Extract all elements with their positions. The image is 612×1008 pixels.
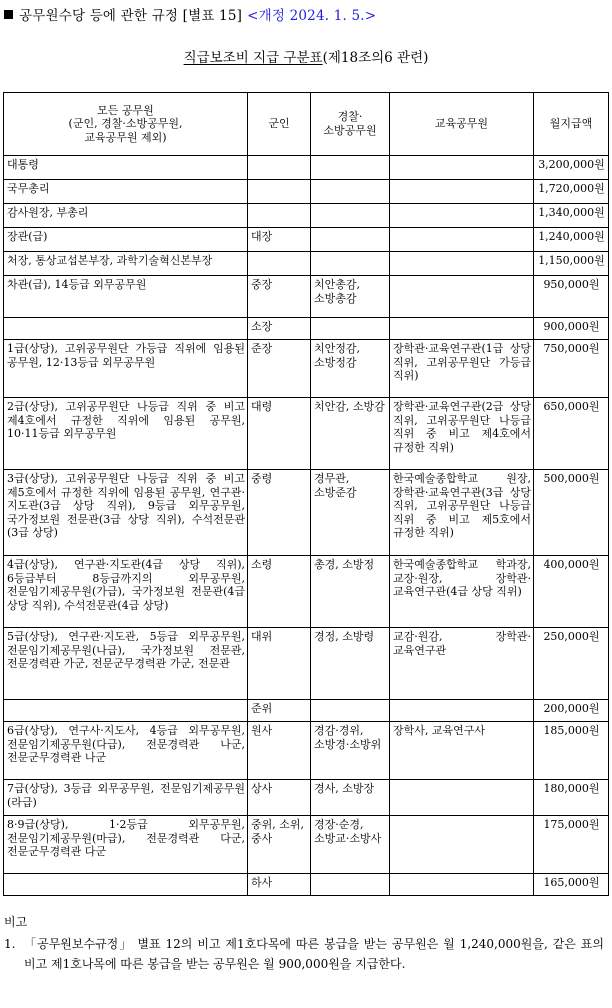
cell-all-officials (4, 700, 248, 722)
cell-police-fire: 경정, 소방령 (311, 628, 390, 700)
pay-table (3, 92, 609, 896)
table-row (4, 180, 609, 204)
column-header-police-fire (311, 93, 390, 156)
revision-note: <개정 2024. 1. 5.> (247, 8, 377, 24)
table-row (4, 470, 609, 556)
cell-education (390, 874, 534, 896)
cell-all-officials: 2급(상당), 고위공무원단 나등급 직위 중 비고 제4호에서 규정한 직위에 임용된 공무원, 10·11등급 외무공무원 (4, 398, 248, 470)
column-header-all-officials-line3: 교육공무원 제외) (84, 130, 167, 144)
cell-military: 준장 (248, 340, 311, 398)
table-row (4, 722, 609, 780)
page-title (0, 48, 612, 68)
column-header-police-fire-line1: 경찰· (337, 110, 363, 124)
cell-education: 한국예술종합학교 원장, 장학관·교육연구관(3급 상당 직위, 고위공무원단 나등급 직위 중 비고 제5호에서 규정한 직위) (390, 470, 534, 556)
pay-table-container (3, 92, 608, 896)
page-title-main: 직급보조비 지급 구분표 (183, 50, 323, 66)
cell-military (248, 204, 311, 228)
table-row (4, 276, 609, 318)
cell-police-fire: 총경, 소방정 (311, 556, 390, 628)
cell-education (390, 180, 534, 204)
column-header-education (390, 93, 534, 156)
table-row (4, 156, 609, 180)
cell-military: 소령 (248, 556, 311, 628)
cell-amount: 185,000원 (534, 722, 609, 780)
cell-military: 준위 (248, 700, 311, 722)
cell-education (390, 700, 534, 722)
column-header-military-line1: 군인 (268, 117, 290, 131)
cell-all-officials: 4급(상당), 연구관·지도관(4급 상당 직위), 6등급부터 8등급까지의 외무공무원, 전문임기제공무원(가급), 국가정보원 전문관(4급 상당 직위), 수석전문관(4급 상당) (4, 556, 248, 628)
table-row (4, 816, 609, 874)
cell-police-fire (311, 700, 390, 722)
cell-education (390, 816, 534, 874)
pay-table-body (4, 156, 609, 896)
cell-all-officials: 6급(상당), 연구사·지도사, 4등급 외무공무원, 전문임기제공무원(다급), 전문경력관 나군, 전문군무경력관 나군 (4, 722, 248, 780)
cell-amount: 1,150,000원 (534, 252, 609, 276)
regulation-title: 공무원수당 등에 관한 규정 [별표 15] (19, 8, 243, 24)
cell-education: 장학관·교육연구관(1급 상당 직위, 고위공무원단 가등급 직위) (390, 340, 534, 398)
cell-military: 중령 (248, 470, 311, 556)
table-row (4, 556, 609, 628)
cell-military: 중위, 소위, 중사 (248, 816, 311, 874)
pay-table-header (4, 93, 609, 156)
cell-education (390, 318, 534, 340)
column-header-all-officials (4, 93, 248, 156)
cell-all-officials: 5급(상당), 연구관·지도관, 5등급 외무공무원, 전문임기제공무원(나급), 국가정보원 전문관, 전문경력관 가군, 전문군무경력관 가군, 전문관 (4, 628, 248, 700)
cell-military (248, 180, 311, 204)
cell-amount: 1,340,000원 (534, 204, 609, 228)
cell-police-fire (311, 180, 390, 204)
cell-education: 장학관·교육연구관(2급 상당 직위, 고위공무원단 나등급 직위 중 비고 제4호에서 규정한 직위) (390, 398, 534, 470)
cell-all-officials (4, 874, 248, 896)
cell-amount: 750,000원 (534, 340, 609, 398)
document-header (4, 6, 376, 26)
column-header-military (248, 93, 311, 156)
table-row (4, 204, 609, 228)
cell-police-fire: 경감·경위, 소방경·소방위 (311, 722, 390, 780)
cell-all-officials (4, 318, 248, 340)
cell-military: 상사 (248, 780, 311, 816)
cell-education: 한국예술종합학교 학과장, 교장·원장, 장학관·교육연구관(4급 상당 직위) (390, 556, 534, 628)
cell-police-fire: 치안정감, 소방정감 (311, 340, 390, 398)
column-header-police-fire-line2: 소방공무원 (323, 124, 377, 137)
column-header-education-line1: 교육공무원 (434, 117, 489, 131)
cell-amount: 180,000원 (534, 780, 609, 816)
cell-police-fire: 치안감, 소방감 (311, 398, 390, 470)
cell-military: 대위 (248, 628, 311, 700)
bullet-icon (4, 10, 13, 19)
cell-amount: 175,000원 (534, 816, 609, 874)
cell-police-fire: 치안총감, 소방총감 (311, 276, 390, 318)
note-number: 1. (4, 937, 16, 951)
note-item (4, 934, 604, 974)
table-row (4, 874, 609, 896)
cell-police-fire: 경사, 소방장 (311, 780, 390, 816)
cell-education (390, 252, 534, 276)
cell-police-fire (311, 874, 390, 896)
table-row (4, 252, 609, 276)
cell-all-officials: 3급(상당), 고위공무원단 나등급 직위 중 비고 제5호에서 규정한 직위에 임용된 공무원, 연구관·지도관(3급 상당 직위), 9등급 외무공무원, 국가정보원 전문관(3급 상당 직위), 수석전문관(3급 상당) (4, 470, 248, 556)
table-row (4, 228, 609, 252)
cell-military (248, 252, 311, 276)
notes-title: 비고 (4, 915, 28, 929)
table-row (4, 398, 609, 470)
cell-military: 원사 (248, 722, 311, 780)
table-row (4, 700, 609, 722)
cell-education (390, 276, 534, 318)
cell-all-officials: 감사원장, 부총리 (4, 204, 248, 228)
cell-education: 교감·원감, 장학관·교육연구관 (390, 628, 534, 700)
column-header-amount (534, 93, 609, 156)
cell-amount: 900,000원 (534, 318, 609, 340)
cell-education (390, 156, 534, 180)
cell-education (390, 780, 534, 816)
cell-all-officials: 8·9급(상당), 1·2등급 외무공무원, 전문임기제공무원(마급), 전문경력관 다군, 전문군무경력관 다군 (4, 816, 248, 874)
cell-military (248, 156, 311, 180)
table-row (4, 628, 609, 700)
cell-amount: 500,000원 (534, 470, 609, 556)
cell-police-fire: 경장·순경, 소방교·소방사 (311, 816, 390, 874)
cell-all-officials: 차관(급), 14등급 외무공무원 (4, 276, 248, 318)
cell-amount: 400,000원 (534, 556, 609, 628)
table-header-row (4, 93, 609, 156)
cell-amount: 1,720,000원 (534, 180, 609, 204)
cell-military: 대령 (248, 398, 311, 470)
notes-section (4, 912, 604, 974)
page-title-reference: (제18조의6 관련) (322, 50, 429, 66)
cell-all-officials: 국무총리 (4, 180, 248, 204)
cell-military: 대장 (248, 228, 311, 252)
cell-police-fire (311, 318, 390, 340)
cell-all-officials: 7급(상당), 3등급 외무공무원, 전문임기제공무원(라급) (4, 780, 248, 816)
column-header-all-officials-line1: 모든 공무원 (97, 103, 154, 117)
cell-police-fire: 경무관, 소방준감 (311, 470, 390, 556)
cell-amount: 650,000원 (534, 398, 609, 470)
table-row (4, 780, 609, 816)
cell-amount: 1,240,000원 (534, 228, 609, 252)
cell-police-fire (311, 204, 390, 228)
cell-all-officials: 처장, 통상교섭본부장, 과학기술혁신본부장 (4, 252, 248, 276)
table-row (4, 340, 609, 398)
cell-education: 장학사, 교육연구사 (390, 722, 534, 780)
cell-amount: 200,000원 (534, 700, 609, 722)
cell-education (390, 228, 534, 252)
cell-all-officials: 장관(급) (4, 228, 248, 252)
cell-police-fire (311, 228, 390, 252)
cell-all-officials: 대통령 (4, 156, 248, 180)
cell-amount: 165,000원 (534, 874, 609, 896)
cell-amount: 950,000원 (534, 276, 609, 318)
cell-military: 중장 (248, 276, 311, 318)
cell-military: 하사 (248, 874, 311, 896)
cell-police-fire (311, 252, 390, 276)
cell-police-fire (311, 156, 390, 180)
column-header-amount-line1: 월지급액 (549, 117, 593, 131)
column-header-all-officials-line2: (군인, 경찰·소방공무원, (68, 117, 183, 131)
note-text: 「공무원보수규정」 별표 12의 비고 제1호다목에 따른 봉급을 받는 공무원은 월 1,240,000원을, 같은 표의 비고 제1호나목에 따른 봉급을 받는 공무원은 월 900,000원을 지급한다. (24, 937, 604, 971)
cell-education (390, 204, 534, 228)
cell-all-officials: 1급(상당), 고위공무원단 가등급 직위에 임용된 공무원, 12·13등급 외무공무원 (4, 340, 248, 398)
cell-amount: 3,200,000원 (534, 156, 609, 180)
cell-military: 소장 (248, 318, 311, 340)
cell-amount: 250,000원 (534, 628, 609, 700)
table-row (4, 318, 609, 340)
